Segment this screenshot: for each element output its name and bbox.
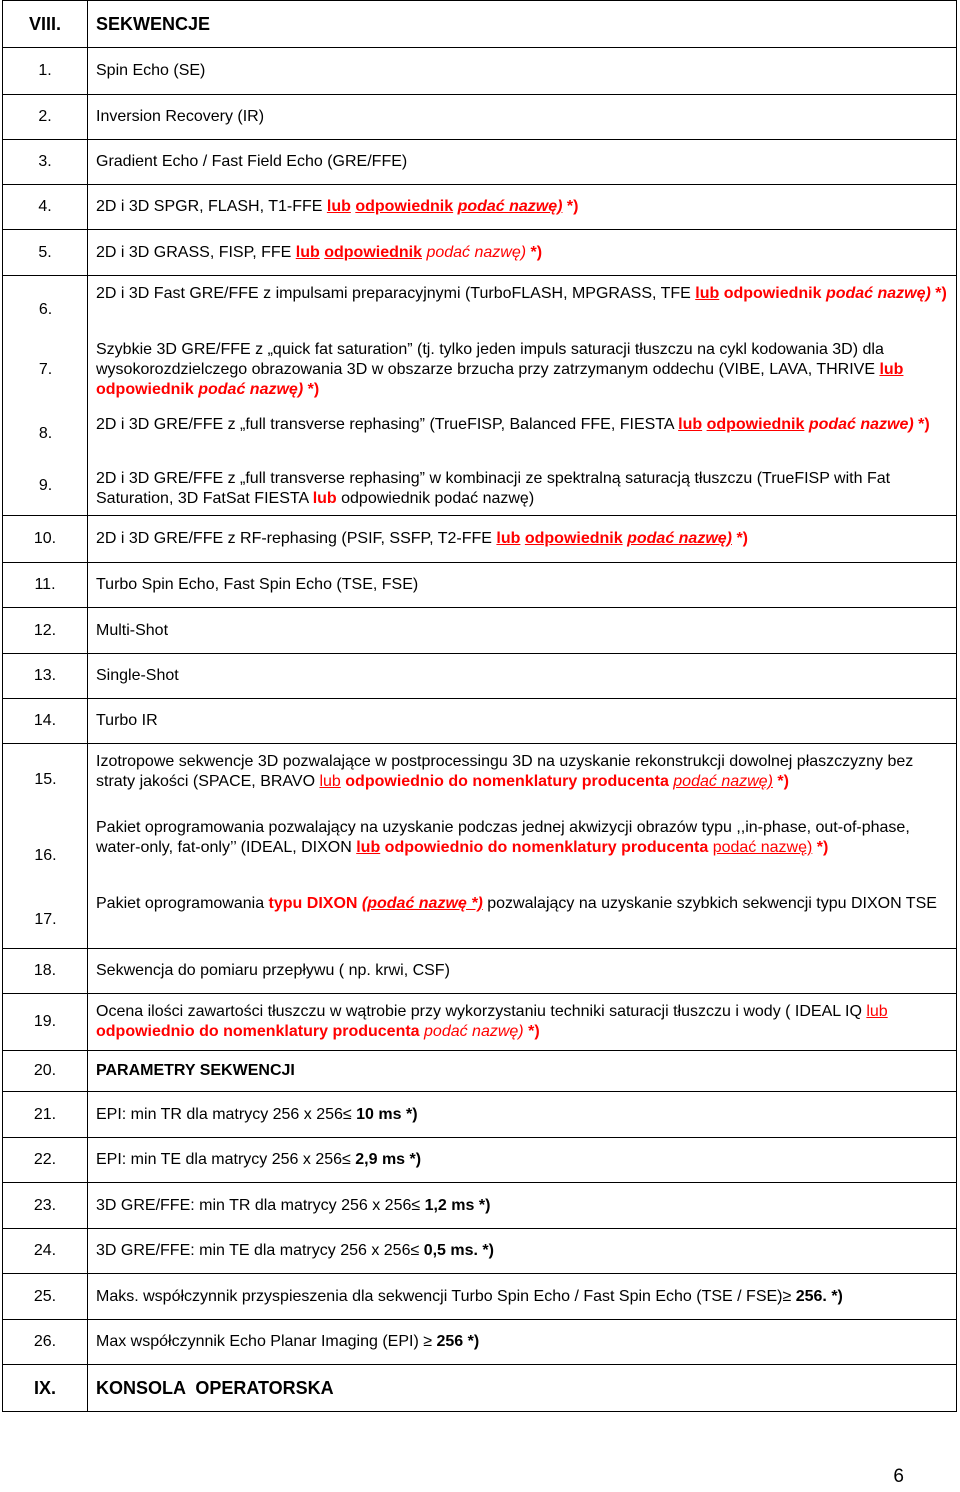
page-number: 6	[893, 1466, 904, 1487]
row-text: Pakiet oprogramowania pozwalający na uzyskanie podczas jednej akwizycji obrazów typu ,,in-phase, out-of-phase, water-only, fat-only’’ (IDEAL, DIXON lub odpowiednio do nomenklatury producenta podać nazwę) *)	[96, 819, 910, 856]
row-number: 22.	[3, 1138, 88, 1183]
row-text: 3D GRE/FFE: min TR dla matrycy 256 x 256≤ 1,2 ms *)	[88, 1183, 957, 1229]
group-numbers	[3, 276, 88, 516]
row-number: 26.	[3, 1320, 88, 1365]
row-text: 2D i 3D GRE/FFE z „full transverse rephasing” w kombinacji ze spektralną saturacją tłuszczu (TrueFISP with Fat Saturation, 3D FatSat FIESTA lub odpowiednik podać nazwę)	[96, 470, 891, 507]
row-number: 24.	[3, 1229, 88, 1274]
row-number: 16.	[34, 847, 57, 864]
row-number: 25.	[3, 1274, 88, 1320]
group-numbers	[3, 744, 88, 949]
row-number: 12.	[3, 608, 88, 654]
row-text: Max współczynnik Echo Planar Imaging (EPI) ≥ 256 *)	[88, 1320, 957, 1365]
table-row	[3, 1320, 957, 1365]
table-row	[3, 1138, 957, 1183]
table-row	[3, 994, 957, 1051]
row-text: Szybkie 3D GRE/FFE z „quick fat saturation” (tj. tylko jeden impuls saturacji tłuszczu na cykl kodowania 3D) dla wysokorozdzielczego obrazowania 3D w obszarze brzucha przy zatrzymanym oddechu (VIBE, LAVA, THRIVE lub odpowiednik podać nazwę) *)	[96, 341, 904, 398]
table-row	[3, 185, 957, 230]
row-number: 18.	[3, 949, 88, 994]
table-row	[3, 654, 957, 699]
table-row	[3, 48, 957, 95]
row-text: 3D GRE/FFE: min TE dla matrycy 256 x 256≤ 0,5 ms. *)	[88, 1229, 957, 1274]
row-text: Inversion Recovery (IR)	[88, 95, 957, 140]
section-header-row	[3, 1365, 957, 1412]
row-number: 19.	[3, 994, 88, 1051]
table-row	[3, 1274, 957, 1320]
row-number: 11.	[3, 563, 88, 608]
row-number: 1.	[3, 48, 88, 95]
row-number: 2.	[3, 95, 88, 140]
row-number: 5.	[3, 230, 88, 276]
table-row	[3, 1183, 957, 1229]
row-number: 20.	[3, 1051, 88, 1092]
row-text: Sekwencja do pomiaru przepływu ( np. krwi, CSF)	[88, 949, 957, 994]
row-number: 7.	[38, 361, 53, 378]
table-row	[3, 140, 957, 185]
row-text: Multi-Shot	[88, 608, 957, 654]
row-text: 2D i 3D GRE/FFE z „full transverse rephasing” (TrueFISP, Balanced FFE, FIESTA lub odpowiednik podać nazwe) *)	[96, 416, 930, 433]
row-number: 9.	[38, 477, 53, 494]
grouped-rows-6-9	[3, 276, 957, 516]
row-text: Izotropowe sekwencje 3D pozwalające w postprocessingu 3D na uzyskanie rekonstrukcji dowolnej płaszczyzny bez straty jakości (SPACE, BRAVO lub odpowiednio do nomenklatury producenta podać nazwę) *)	[96, 753, 914, 790]
row-text: Turbo IR	[88, 699, 957, 744]
section-title: KONSOLA OPERATORSKA	[88, 1365, 957, 1412]
row-text: EPI: min TR dla matrycy 256 x 256≤ 10 ms *)	[88, 1092, 957, 1138]
table-row	[3, 563, 957, 608]
table-row	[3, 1051, 957, 1092]
table-row	[3, 1092, 957, 1138]
row-text: Maks. współczynnik przyspieszenia dla sekwencji Turbo Spin Echo / Fast Spin Echo (TSE / FSE)≥ 256. *)	[88, 1274, 957, 1320]
section-number: IX.	[3, 1365, 88, 1412]
table-row	[3, 699, 957, 744]
section-title: SEKWENCJE	[88, 1, 957, 48]
row-number: 3.	[3, 140, 88, 185]
row-number: 17.	[34, 911, 57, 928]
row-text: Single-Shot	[88, 654, 957, 699]
row-text: Pakiet oprogramowania typu DIXON (podać nazwę *) pozwalający na uzyskanie szybkich sekwencji typu DIXON TSE	[96, 895, 937, 912]
table-row	[3, 949, 957, 994]
row-number: 6.	[38, 301, 53, 318]
row-number: 10.	[3, 516, 88, 563]
row-text: 2D i 3D Fast GRE/FFE z impulsami preparacyjnymi (TurboFLASH, MPGRASS, TFE lub odpowiednik podać nazwę) *)	[96, 285, 947, 302]
row-text: 2D i 3D GRE/FFE z RF-rephasing (PSIF, SSFP, T2-FFE lub odpowiednik podać nazwę) *)	[88, 516, 957, 563]
row-text: 2D i 3D GRASS, FISP, FFE lub odpowiednik podać nazwę) *)	[88, 230, 957, 276]
grouped-rows-15-17	[3, 744, 957, 949]
table-row	[3, 516, 957, 563]
row-number: 4.	[3, 185, 88, 230]
sequences-table	[2, 0, 957, 1412]
row-text: Gradient Echo / Fast Field Echo (GRE/FFE)	[88, 140, 957, 185]
table-row	[3, 230, 957, 276]
row-number: 21.	[3, 1092, 88, 1138]
row-number: 15.	[34, 771, 57, 788]
row-number: 8.	[38, 425, 53, 442]
row-text: 2D i 3D SPGR, FLASH, T1-FFE lub odpowiednik podać nazwę) *)	[88, 185, 957, 230]
row-text: Turbo Spin Echo, Fast Spin Echo (TSE, FSE)	[88, 563, 957, 608]
row-text: Spin Echo (SE)	[88, 48, 957, 95]
table-row	[3, 608, 957, 654]
row-text: Ocena ilości zawartości tłuszczu w wątrobie przy wykorzystaniu techniki saturacji tłuszczu i wody ( IDEAL IQ lub odpowiednio do nomenklatury producenta podać nazwę) *)	[88, 994, 957, 1051]
group-texts	[88, 276, 957, 516]
table-row	[3, 1229, 957, 1274]
section-header-row	[3, 1, 957, 48]
section-subtitle: PARAMETRY SEKWENCJI	[88, 1051, 957, 1092]
row-number: 13.	[3, 654, 88, 699]
table-row	[3, 95, 957, 140]
group-texts	[88, 744, 957, 949]
row-number: 23.	[3, 1183, 88, 1229]
row-number: 14.	[3, 699, 88, 744]
row-text: EPI: min TE dla matrycy 256 x 256≤ 2,9 ms *)	[88, 1138, 957, 1183]
section-number: VIII.	[3, 1, 88, 48]
